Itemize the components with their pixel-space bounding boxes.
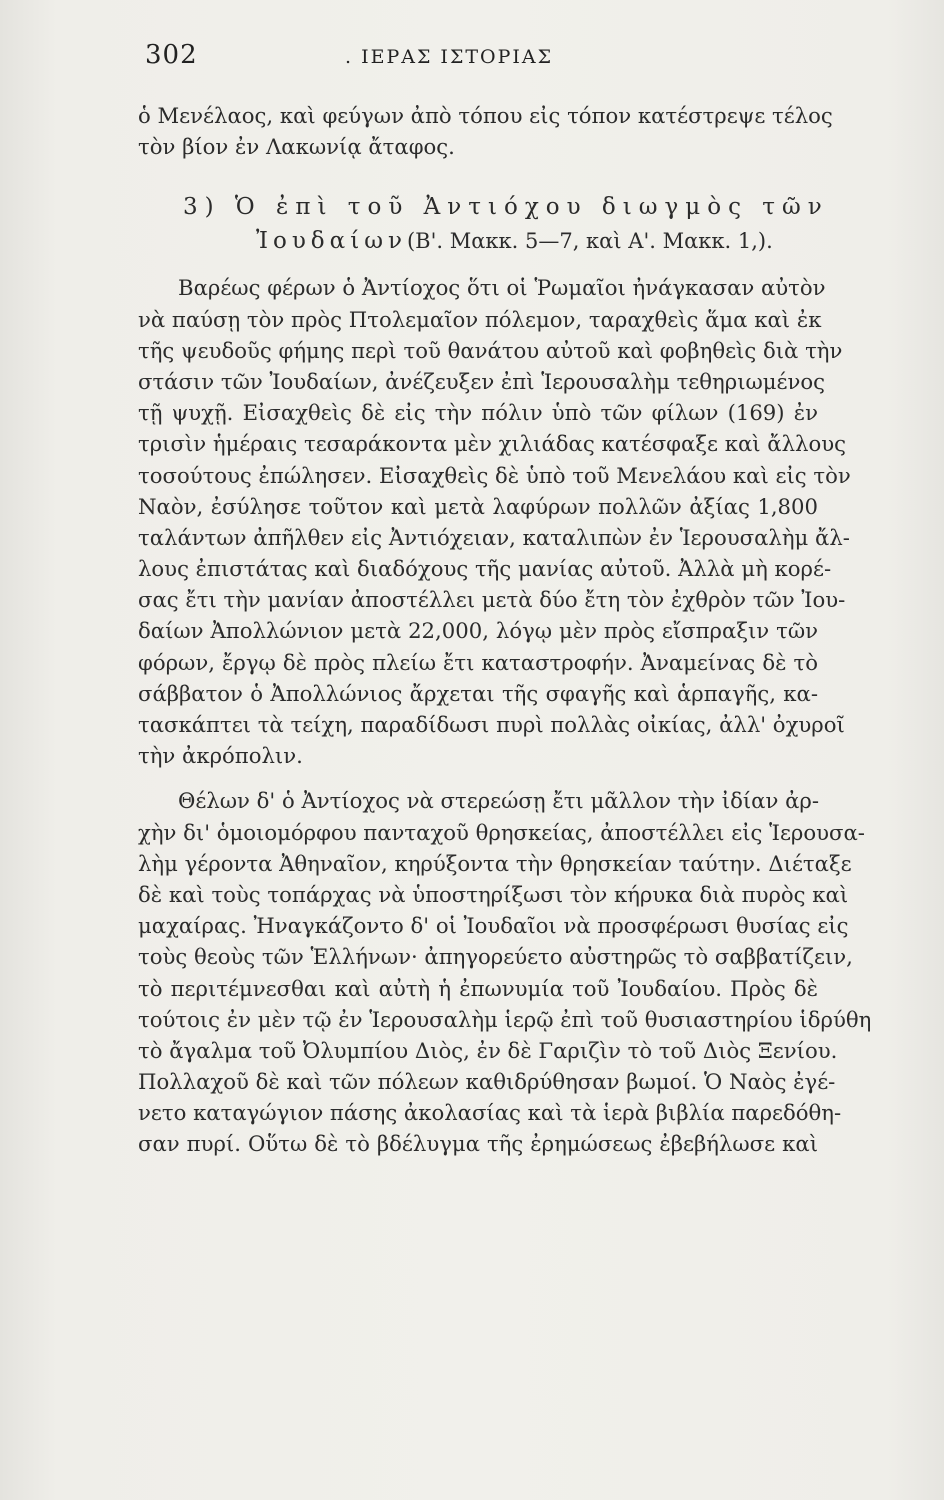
paragraph-gap	[138, 771, 818, 785]
section-heading	[138, 190, 829, 258]
text-line: ταλάντων ἀπῆλθεν εἰς Ἀντιόχειαν, καταλιπὼν ἐν Ἱερουσαλὴμ ἄλ-	[138, 524, 850, 550]
intro-paragraph	[138, 100, 833, 162]
section-heading-line1: 3) Ὁ ἐπὶ τοῦ Ἀντιόχου διωγμὸς τῶν	[183, 194, 829, 221]
text-line: σαν πυρί. Οὕτω δὲ τὸ βδέλυγμα τῆς ἐρημώσεως ἐβεβήλωσε καὶ	[138, 1131, 818, 1157]
text-line: τασκάπτει τὰ τείχη, παραδίδωσι πυρὶ πολλὰς οἰκίας, ἀλλ' ὀχυροῖ	[138, 712, 845, 737]
running-title: . ΙΕΡΑΣ ΙΣΤΟΡΙΑΣ	[345, 46, 554, 68]
text-line: χὴν δι' ὁμοιομόρφου πανταχοῦ θρησκείας, ἀποστέλλει εἰς Ἱερουσα-	[138, 819, 865, 845]
paragraph-1	[138, 272, 851, 771]
text-line: φόρων, ἔργῳ δὲ πρὸς πλείω ἔτι καταστροφήν. Ἀναμείνας δὲ τὸ	[138, 649, 818, 675]
text-line: δαίων Ἀπολλώνιον μετὰ 22,000, λόγῳ μὲν πρὸς εἴσπραξιν τῶν	[138, 618, 818, 644]
text-line: ὁ Μενέλαος, καὶ φεύγων ἀπὸ τόπου εἰς τόπον κατέστρεψε τέλος	[138, 103, 833, 128]
text-line: τῆς ψευδοῦς φήμης περὶ τοῦ θανάτου αὐτοῦ καὶ φοβηθεὶς διὰ τὴν	[138, 337, 843, 363]
text-line: Βαρέως φέρων ὁ Ἀντίοχος ὅτι οἱ Ῥωμαῖοι ἠνάγκασαν αὐτὸν	[178, 275, 826, 301]
text-line: τούτοις ἐν μὲν τῷ ἐν Ἱερουσαλὴμ ἱερῷ ἐπὶ τοῦ θυσιαστηρίου ἱδρύθη	[138, 1006, 872, 1032]
text-line: τὸ ἄγαλμα τοῦ Ὀλυμπίου Διὸς, ἐν δὲ Γαριζὶν τὸ τοῦ Διὸς Ξενίου.	[138, 1037, 838, 1063]
page-number: 302	[145, 40, 198, 70]
text-line: τῇ ψυχῇ. Εἰσαχθεὶς δὲ εἰς τὴν πόλιν ὑπὸ τῶν φίλων (169) ἐν	[138, 400, 818, 426]
text-line: νετο καταγώγιον πάσης ἀκολασίας καὶ τὰ ἱερὰ βιβλία παρεδόθη-	[138, 1100, 842, 1126]
text-line: στάσιν τῶν Ἰουδαίων, ἀνέζευξεν ἐπὶ Ἱερουσαλὴμ τεθηριωμένος	[138, 368, 826, 394]
text-line: λους ἐπιστάτας καὶ διαδόχους τῆς μανίας αὐτοῦ. Ἀλλὰ μὴ κορέ-	[138, 556, 832, 582]
text-line: τρισὶν ἡμέραις τεσαράκοντα μὲν χιλιάδας κατέσφαξε καὶ ἄλλους	[138, 431, 846, 457]
page-header	[145, 40, 845, 80]
text-line: λὴμ γέροντα Ἀθηναῖον, κηρύξοντα τὴν θρησκείαν ταύτην. Διέταξε	[138, 850, 852, 876]
text-line: δὲ καὶ τοὺς τοπάρχας νὰ ὑποστηρίξωσι τὸν κήρυκα διὰ πυρὸς καὶ	[138, 881, 849, 907]
text-line: μαχαίρας. Ἠναγκάζοντο δ' οἱ Ἰουδαῖοι νὰ προσφέρωσι θυσίας εἰς	[138, 913, 849, 939]
text-line: σάββατον ὁ Ἀπολλώνιος ἄρχεται τῆς σφαγῆς καὶ ἁρπαγῆς, κα-	[138, 680, 818, 706]
text-line: Πολλαχοῦ δὲ καὶ τῶν πόλεων καθιδρύθησαν βωμοί. Ὁ Ναὸς ἐγέ-	[138, 1069, 836, 1095]
text-line: σας ἔτι τὴν μανίαν ἀποστέλλει μετὰ δύο ἔτη τὸν ἐχθρὸν τῶν Ἰου-	[138, 587, 846, 613]
section-heading-line2	[138, 224, 818, 258]
text-line: Ναὸν, ἐσύλησε τοῦτον καὶ μετὰ λαφύρων πολλῶν ἀξίας 1,800	[138, 493, 818, 519]
text-line: τὴν ἀκρόπολιν.	[138, 743, 303, 769]
text-line: τὸ περιτέμνεσθαι καὶ αὐτὴ ἡ ἐπωνυμία τοῦ Ἰουδαίου. Πρὸς δὲ	[138, 975, 818, 1001]
section-heading-word: Ἰουδαίων	[256, 228, 407, 255]
text-line: Θέλων δ' ὁ Ἀντίοχος νὰ στερεώσῃ ἔτι μᾶλλον τὴν ἰδίαν ἀρ-	[178, 788, 820, 814]
body-text	[138, 100, 872, 1160]
section-heading-reference: (Β'. Μακκ. 5—7, καὶ Α'. Μακκ. 1,).	[406, 229, 773, 254]
text-line: νὰ παύσῃ τὸν πρὸς Πτολεμαῖον πόλεμον, ταραχθεὶς ἅμα καὶ ἐκ	[138, 306, 822, 332]
text-line: τοσούτους ἐπώλησεν. Εἰσαχθεὶς δὲ ὑπὸ τοῦ Μενελάου καὶ εἰς τὸν	[138, 462, 851, 488]
paragraph-2	[138, 785, 872, 1159]
text-line: τοὺς θεοὺς τῶν Ἑλλήνων· ἀπηγορεύετο αὐστηρῶς τὸ σαββατίζειν,	[138, 944, 853, 970]
text-line: τὸν βίον ἐν Λακωνίᾳ ἄταφος.	[138, 134, 455, 160]
